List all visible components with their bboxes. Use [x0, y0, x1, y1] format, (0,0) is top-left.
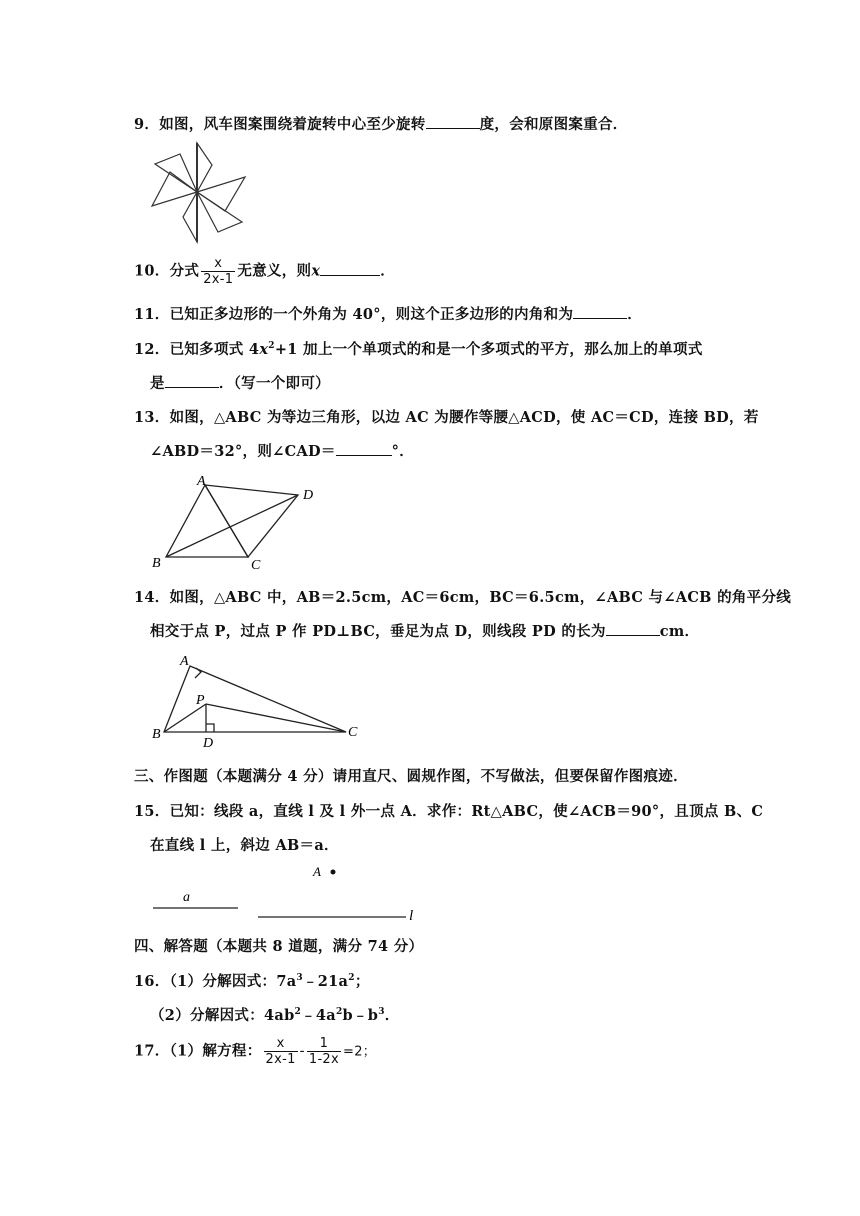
point-A [331, 870, 336, 875]
fraction: $\frac{x}{2x-1}$ [203, 256, 234, 287]
question-16-part2: （2）分解因式：$4ab^2﹣4a^2b﹣b^3$． [150, 1007, 400, 1024]
label-D: D [203, 736, 214, 751]
question-14: 14．如图，△ABC 中，AB＝2.5cm，AC＝6cm，BC＝6.5cm，∠ABC 与∠ACB 的角平分线 [134, 589, 792, 606]
construction-figure [150, 858, 430, 928]
label-A: A [197, 474, 206, 489]
label-segment-a: a [183, 890, 190, 905]
label-B: B [152, 556, 161, 571]
question-10: 10．分式 $\frac{x}{2x-1}$ 无意义，则x ． [134, 256, 396, 287]
question-17: 17．（1）解方程： $\frac{x}{2x-1}$ - $\frac{1}{1-2x}$ =2； [134, 1036, 377, 1067]
question-12: 12．已知多项式 $4x^2+1$ 加上一个单项式的和是一个多项式的平方，那么加上的单项式 [134, 341, 703, 358]
question-11: 11．已知正多边形的一个外角为 40°，则这个正多边形的内角和为 ． [134, 306, 643, 323]
question-14-line2: 相交于点 P，过点 P 作 PD⊥BC，垂足为点 D，则线段 PD 的长为 cm． [150, 623, 700, 640]
question-13: 13．如图，△ABC 为等边三角形，以边 AC 为腰作等腰△ACD，使 AC＝CD，连接 BD，若 [134, 409, 759, 426]
label-A: A [180, 654, 189, 669]
label-C: C [348, 725, 358, 740]
answer-blank [320, 261, 380, 276]
label-line-l: l [409, 908, 414, 924]
label-C: C [251, 558, 261, 573]
label-P: P [196, 693, 205, 708]
answer-blank [606, 621, 660, 636]
label-D: D [303, 488, 314, 503]
answer-blank [426, 114, 480, 129]
label-point-A: A [313, 864, 321, 879]
answer-blank [336, 441, 392, 456]
triangle-bisector-figure [150, 652, 370, 751]
answer-blank [573, 304, 627, 319]
question-12-line2: 是 ．（写一个即可） [150, 375, 330, 392]
fraction-2: $\frac{1}{1-2x}$ [308, 1036, 340, 1067]
question-13-line2: ∠ABD＝32°，则∠CAD＝ °． [150, 443, 415, 460]
question-15: 15．已知：线段 a，直线 l 及 l 外一点 A．求作：Rt△ABC，使∠ACB＝90°，且顶点 B、C [134, 803, 764, 820]
pinwheel-figure [150, 140, 250, 245]
question-15-line2: 在直线 l 上，斜边 AB＝a． [150, 837, 339, 854]
triangle-abcd-figure [150, 474, 340, 573]
question-16: 16．（1）分解因式：$7a^3﹣21a^2$； [134, 973, 370, 990]
fraction-1: $\frac{x}{2x-1}$ [265, 1036, 296, 1067]
section-4-heading: 四、解答题（本题共 8 道题，满分 74 分） [134, 938, 424, 955]
section-3-heading: 三、作图题（本题满分 4 分）请用直尺、圆规作图，不写做法，但要保留作图痕迹． [134, 768, 688, 785]
answer-blank [165, 373, 219, 388]
question-9: 9．如图，风车图案围绕着旋转中心至少旋转 度，会和原图案重合． [134, 116, 628, 133]
label-B: B [152, 727, 161, 742]
